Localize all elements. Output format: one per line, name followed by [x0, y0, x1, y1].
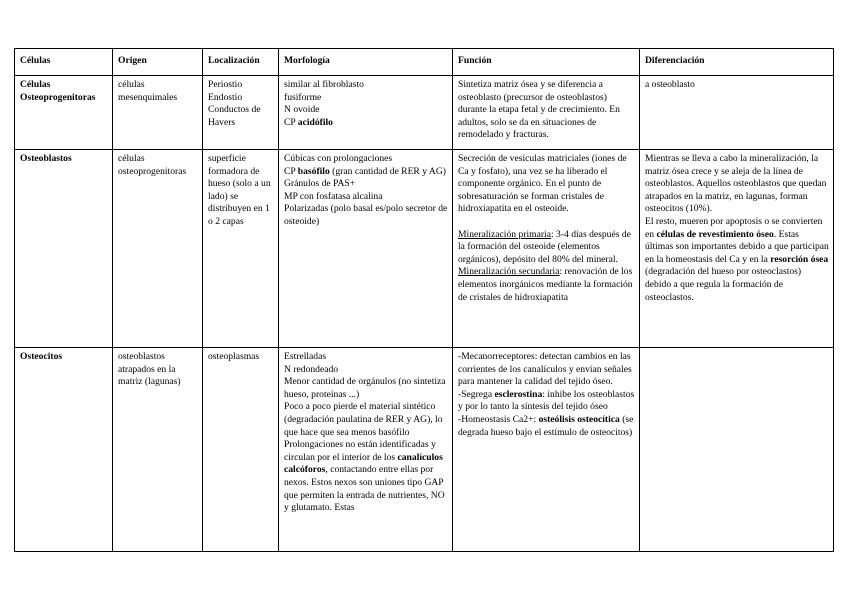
- fun-bold: esclerostina: [494, 388, 543, 400]
- mineralizacion-primaria-text: : 3-4 días después de la formación del osteoide (elementos orgánicos), depósito del 80% del mineral.: [458, 228, 631, 265]
- header-diferenciacion: Diferenciación: [640, 49, 834, 76]
- table-row-osteocitos: [15, 348, 834, 552]
- paragraph-gap: [458, 216, 635, 229]
- morfologia-line: N ovoide: [284, 104, 320, 116]
- dif-text: (degradación del hueso por osteoclastos) debido a que regula la formación de osteoclastos.: [645, 266, 802, 303]
- fun-text: -Homeostasis Ca2+:: [458, 413, 539, 425]
- morfologia-line: Estrelladas: [284, 351, 327, 362]
- fun-text: -Segrega: [458, 388, 495, 400]
- cp-prefix: CP: [284, 165, 298, 177]
- dif-bold: resorción ósea: [770, 253, 829, 265]
- morfologia-line: MP con fosfatasa alcalina: [284, 190, 383, 202]
- morfologia-line: Menor cantidad de orgánulos (no sintetiza hueso, proteínas ...): [284, 376, 446, 400]
- fun-bold: osteólisis osteocítica: [538, 413, 620, 425]
- mineralizacion-primaria: [458, 229, 635, 267]
- morfologia-line: Cúbicas con prolongaciones: [284, 153, 393, 164]
- diferenciacion-cell: [640, 150, 834, 348]
- header-origen: Origen: [113, 49, 203, 76]
- localizacion-cell: [203, 76, 279, 150]
- morf-text: Prolongaciones no están identificadas y circulan por el interior de los: [284, 439, 436, 463]
- cp-bold: acidófilo: [297, 116, 333, 128]
- morfologia-line: Poco a poco pierde el material sintético (degradación paulatina de RER y AG), lo que hace que sea menos basófilo: [284, 401, 443, 438]
- funcion-cell: [453, 348, 640, 552]
- cp-rest: (gran cantidad de RER y AG): [329, 165, 446, 177]
- morfologia-cell: [279, 150, 453, 348]
- morfologia-cell: [279, 348, 453, 552]
- morfologia-cell: [279, 76, 453, 150]
- header-morfologia: Morfología: [279, 49, 453, 76]
- diferenciacion-paragraph: Mientras se lleva a cabo la mineralización, la matriz ósea crece y se aleja de la línea de osteoblastos. Aquellos osteoblastos que quedan atrapados en la matriz, en lagunas, forman osteocitos (10%).: [645, 153, 827, 215]
- funcion-item: [458, 414, 635, 439]
- fun-text: : inhibe los osteoblastos y por lo tanto la síntesis del tejido óseo: [458, 388, 635, 413]
- localizacion-line: Conductos de Havers: [208, 104, 261, 128]
- localizacion-line: Endostio: [208, 91, 243, 103]
- table-row-osteoprogenitoras: [15, 76, 834, 150]
- header-localizacion: Localización: [203, 49, 279, 76]
- morfologia-line: [284, 439, 448, 515]
- funcion-item: [458, 389, 635, 414]
- funcion-cell: [453, 150, 640, 348]
- morfologia-line: N redondeado: [284, 363, 339, 375]
- diferenciacion-paragraph: [645, 216, 829, 304]
- mineralizacion-primaria-label: Mineralización primaria: [458, 228, 551, 240]
- diferenciacion-cell: a osteoblasto: [640, 76, 834, 150]
- fun-text: (se degrada hueso bajo el estímulo de osteocitos): [458, 413, 634, 438]
- dif-text: . Estas últimas son importantes debido a que participan en la homeostasis del Ca y en la: [645, 228, 829, 265]
- funcion-cell: Sintetiza matriz ósea y se diferencia a osteoblasto (precursor de osteoblastos) durante la etapa fetal y de crecimiento. En adultos, solo se da en situaciones de remodelado y fracturas.: [453, 76, 640, 150]
- morf-bold: canalículos calcóforos: [284, 451, 443, 476]
- table-header-row: [15, 49, 834, 76]
- morfologia-line: Polarizadas (polo basal es/polo secretor de osteoide): [284, 203, 448, 227]
- cp-prefix: CP: [284, 116, 298, 128]
- header-funcion: Función: [453, 49, 640, 76]
- cell-table: [14, 48, 834, 552]
- dif-text: El resto, mueren por apoptosis o se convierten en: [645, 215, 823, 240]
- mineralizacion-secundaria-label: Mineralización secundaria: [458, 266, 560, 278]
- morfologia-line: similar al fibroblasto: [284, 79, 364, 90]
- localizacion-cell: superficie formadora de hueso (solo a un lado) se distribuyen en 1 o 2 capas: [203, 150, 279, 348]
- table-row-osteoblastos: [15, 150, 834, 348]
- morfologia-line: Gránulos de PAS+: [284, 178, 356, 190]
- origen-cell: células osteoprogenitoras: [113, 150, 203, 348]
- diferenciacion-cell: [640, 348, 834, 552]
- cp-bold: basófilo: [297, 165, 330, 177]
- origen-cell: células mesenquimales: [113, 76, 203, 150]
- cell-name: Osteoblastos: [15, 150, 113, 348]
- funcion-intro: Secreción de vesículas matriciales (iones de Ca y fosfato), una vez se ha liberado el componente orgánico. En el punto de sobresaturación se forman cristales de hidroxiapatita en el osteoide.: [458, 153, 627, 215]
- mineralizacion-secundaria: [458, 266, 635, 304]
- mineralizacion-secundaria-text: : renovación de los elementos inorgánicos mediante la formación de cristales de hidroxiapatita: [458, 266, 633, 303]
- morfologia-line: [284, 117, 448, 130]
- morfologia-line: [284, 166, 448, 179]
- dif-bold: células de revestimiento óseo: [656, 228, 774, 240]
- header-celulas: Células: [15, 49, 113, 76]
- morfologia-line: fusiforme: [284, 91, 322, 103]
- localizacion-cell: osteoplasmas: [203, 348, 279, 552]
- localizacion-line: Periostio: [208, 79, 243, 90]
- cell-name: Células Osteoprogenitoras: [15, 76, 113, 150]
- origen-cell: osteoblastos atrapados en la matriz (lagunas): [113, 348, 203, 552]
- funcion-item: -Mecanorreceptores: detectan cambios en las corrientes de los canalículos y envían señales para mantener la calidad del tejido óseo.: [458, 351, 632, 388]
- cell-name: Osteocitos: [15, 348, 113, 552]
- morf-text: , contactando entre ellas por nexos. Estos nexos son uniones tipo GAP que permiten la entrada de nutrientes, NO y glutamato. Estas: [284, 464, 445, 514]
